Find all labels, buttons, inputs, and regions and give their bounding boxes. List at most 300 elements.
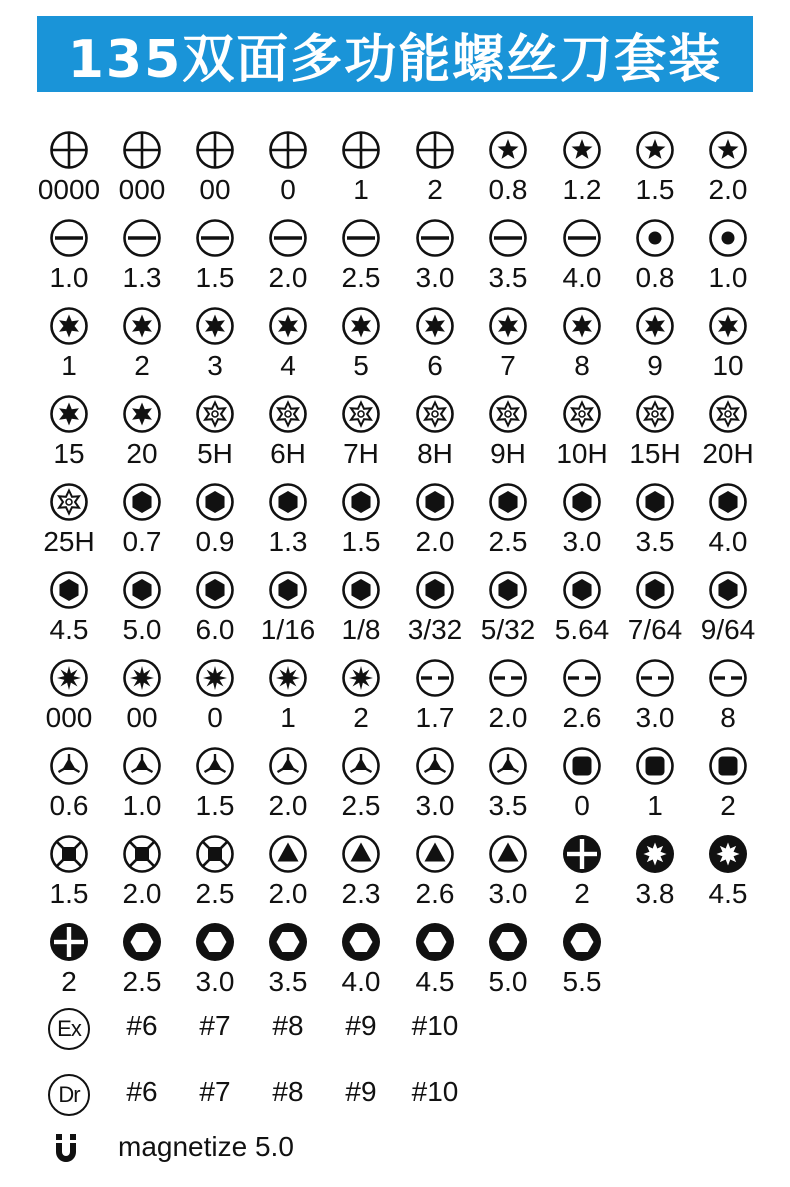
bit-size-label: 6.0 <box>195 614 235 645</box>
bit-cross-solid <box>545 834 619 918</box>
star8-icon <box>122 658 162 698</box>
bit-square <box>545 746 619 830</box>
torx-icon <box>49 306 89 346</box>
hex-icon <box>415 570 455 610</box>
bit-square <box>691 746 765 830</box>
slotted-icon <box>122 218 162 258</box>
bit-size-label: 3.0 <box>415 262 455 293</box>
bit-triwing <box>178 746 252 830</box>
bit-size-label: 6H <box>270 438 306 469</box>
torx-icon <box>488 306 528 346</box>
bit-size-label: 5.0 <box>488 966 528 997</box>
bit-triangle <box>251 834 325 918</box>
hex-icon <box>195 482 235 522</box>
hex-icon <box>488 570 528 610</box>
bit-hex <box>618 570 692 654</box>
bit-star8 <box>32 658 106 742</box>
bit-size-label: 15 <box>53 438 85 469</box>
bit-hex <box>398 482 472 566</box>
bit-split <box>545 658 619 742</box>
bit-size-label: 3.5 <box>635 526 675 557</box>
torx-icon <box>415 306 455 346</box>
bit-triangle <box>471 834 545 918</box>
bit-size-label: 2 <box>720 790 736 821</box>
torx-hole-icon <box>562 394 602 434</box>
bit-dot <box>691 218 765 302</box>
bit-star8 <box>178 658 252 742</box>
bit-torx-hole <box>398 394 472 478</box>
bit-size-label: 3 <box>207 350 223 381</box>
bit-size-label: 1.7 <box>415 702 455 733</box>
x-square-icon <box>122 834 162 874</box>
bit-size-label: 8 <box>574 350 590 381</box>
torx-hole-icon <box>635 394 675 434</box>
torx-icon <box>708 306 748 346</box>
hex-socket-icon <box>268 922 308 962</box>
bit-slotted <box>32 218 106 302</box>
bit-star8 <box>251 658 325 742</box>
slotted-icon <box>49 218 89 258</box>
bit-size-label: 2 <box>574 878 590 909</box>
bit-size-label: 5/32 <box>480 614 536 645</box>
star-solid-icon <box>635 834 675 874</box>
x-square-icon <box>195 834 235 874</box>
driver-row <box>0 1074 790 1118</box>
slotted-icon <box>562 218 602 258</box>
bit-hex-socket <box>324 922 398 1006</box>
bit-size-label: 0 <box>574 790 590 821</box>
bit-hex <box>691 570 765 654</box>
triangle-icon <box>415 834 455 874</box>
bit-size-label: 10 <box>712 350 744 381</box>
hex-icon <box>122 482 162 522</box>
hex-socket-icon <box>488 922 528 962</box>
triwing-icon <box>49 746 89 786</box>
bit-size-label: 2 <box>427 174 443 205</box>
split-icon <box>562 658 602 698</box>
bit-size-label: 0.8 <box>635 262 675 293</box>
pentalobe-icon <box>488 130 528 170</box>
bit-phillips <box>105 130 179 214</box>
bit-slotted <box>324 218 398 302</box>
bit-size-label: 2.0 <box>268 790 308 821</box>
slotted-icon <box>195 218 235 258</box>
bit-size-label: 7/64 <box>627 614 683 645</box>
hex-icon <box>562 482 602 522</box>
hex-icon <box>341 570 381 610</box>
bit-size-label: 4.5 <box>415 966 455 997</box>
bit-size-label: 5.5 <box>562 966 602 997</box>
bit-size-label: 4.5 <box>49 614 89 645</box>
bit-size-label: 0.9 <box>195 526 235 557</box>
bit-hex <box>324 570 398 654</box>
bit-x-square <box>105 834 179 918</box>
hex-socket-icon <box>415 922 455 962</box>
cross-solid-icon <box>562 834 602 874</box>
bit-triangle <box>324 834 398 918</box>
extension-size-label: #6 <box>126 1010 158 1041</box>
split-icon <box>488 658 528 698</box>
bit-size-label: 3.5 <box>268 966 308 997</box>
torx-icon <box>562 306 602 346</box>
bit-torx <box>691 306 765 390</box>
bit-size-label: 000 <box>118 174 166 205</box>
bit-size-label: 1.5 <box>195 790 235 821</box>
bit-size-label: 25H <box>43 526 95 557</box>
bit-size-label: 1.5 <box>195 262 235 293</box>
bit-slotted <box>545 218 619 302</box>
hex-icon <box>268 570 308 610</box>
hex-icon <box>562 570 602 610</box>
bit-size-label: 9H <box>490 438 526 469</box>
bit-size-label: 1/16 <box>260 614 316 645</box>
bit-slotted <box>471 218 545 302</box>
bit-split <box>618 658 692 742</box>
bit-pentalobe <box>691 130 765 214</box>
phillips-icon <box>268 130 308 170</box>
bit-size-label: 6 <box>427 350 443 381</box>
torx-icon <box>268 306 308 346</box>
phillips-icon <box>49 130 89 170</box>
bit-hex <box>178 570 252 654</box>
driver-size-label: #8 <box>272 1076 304 1107</box>
driver-size-label: #6 <box>126 1076 158 1107</box>
bit-size-label: 20 <box>126 438 158 469</box>
bit-torx-hole <box>618 394 692 478</box>
torx-icon <box>635 306 675 346</box>
bit-split <box>471 658 545 742</box>
bit-size-label: 0.7 <box>122 526 162 557</box>
split-icon <box>708 658 748 698</box>
bit-pentalobe <box>471 130 545 214</box>
hex-icon <box>268 482 308 522</box>
hex-icon <box>488 482 528 522</box>
bit-size-label: 2.5 <box>341 790 381 821</box>
bit-size-label: 1.0 <box>49 262 89 293</box>
bit-size-label: 7H <box>343 438 379 469</box>
torx-icon <box>49 394 89 434</box>
bit-size-label: 2.0 <box>488 702 528 733</box>
bit-size-label: 2.0 <box>268 262 308 293</box>
bit-torx <box>618 306 692 390</box>
bit-triwing <box>398 746 472 830</box>
phillips-icon <box>122 130 162 170</box>
triwing-icon <box>268 746 308 786</box>
driver-icon: Dr <box>48 1074 90 1116</box>
bit-torx-hole <box>471 394 545 478</box>
bit-slotted <box>105 218 179 302</box>
bit-torx-hole <box>178 394 252 478</box>
triwing-icon <box>195 746 235 786</box>
star8-icon <box>195 658 235 698</box>
bit-torx <box>32 306 106 390</box>
bit-hex <box>32 570 106 654</box>
bit-size-label: 1 <box>353 174 369 205</box>
bit-size-label: 4.5 <box>708 878 748 909</box>
extension-row <box>0 1008 790 1052</box>
torx-hole-icon <box>708 394 748 434</box>
bit-size-label: 2.0 <box>415 526 455 557</box>
bit-size-label: 4 <box>280 350 296 381</box>
bit-torx <box>471 306 545 390</box>
triwing-icon <box>488 746 528 786</box>
bit-size-label: 1.5 <box>49 878 89 909</box>
slotted-icon <box>488 218 528 258</box>
torx-hole-icon <box>268 394 308 434</box>
bit-size-label: 2.5 <box>195 878 235 909</box>
hex-icon <box>195 570 235 610</box>
bit-size-label: 3.8 <box>635 878 675 909</box>
bit-hex <box>545 570 619 654</box>
square-icon <box>562 746 602 786</box>
bit-phillips <box>398 130 472 214</box>
phillips-icon <box>341 130 381 170</box>
bit-phillips <box>178 130 252 214</box>
bit-size-label: 9/64 <box>700 614 756 645</box>
bit-triangle <box>398 834 472 918</box>
bit-size-label: 2 <box>353 702 369 733</box>
x-square-icon <box>49 834 89 874</box>
bit-size-label: 3.0 <box>195 966 235 997</box>
bit-size-label: 1.3 <box>122 262 162 293</box>
bit-size-label: 00 <box>199 174 231 205</box>
phillips-icon <box>195 130 235 170</box>
bit-pentalobe <box>545 130 619 214</box>
bit-size-label: 15H <box>629 438 681 469</box>
bit-size-label: 20H <box>702 438 754 469</box>
triangle-icon <box>268 834 308 874</box>
bit-size-label: 3.0 <box>562 526 602 557</box>
bit-size-label: 5 <box>353 350 369 381</box>
bit-hex-socket <box>471 922 545 1006</box>
hex-icon <box>635 570 675 610</box>
bit-size-label: 3/32 <box>407 614 463 645</box>
triangle-icon <box>488 834 528 874</box>
torx-hole-icon <box>341 394 381 434</box>
hex-socket-icon <box>195 922 235 962</box>
bit-hex <box>618 482 692 566</box>
slotted-icon <box>268 218 308 258</box>
bit-size-label: 1 <box>647 790 663 821</box>
square-icon <box>708 746 748 786</box>
bit-torx-hole <box>691 394 765 478</box>
bit-size-label: 0 <box>207 702 223 733</box>
bit-size-label: 1.2 <box>562 174 602 205</box>
bit-hex-socket <box>398 922 472 1006</box>
hex-icon <box>708 570 748 610</box>
bit-hex-socket <box>178 922 252 1006</box>
hex-icon <box>708 482 748 522</box>
bit-hex-socket <box>545 922 619 1006</box>
bit-torx <box>178 306 252 390</box>
torx-icon <box>195 306 235 346</box>
bit-size-label: 2.0 <box>268 878 308 909</box>
extension-size-label: #8 <box>272 1010 304 1041</box>
bit-size-label: 5.64 <box>554 614 610 645</box>
bit-size-label: 0 <box>280 174 296 205</box>
bit-star-solid <box>691 834 765 918</box>
bit-hex <box>178 482 252 566</box>
square-icon <box>635 746 675 786</box>
bit-split <box>691 658 765 742</box>
pentalobe-icon <box>562 130 602 170</box>
bit-triwing <box>324 746 398 830</box>
split-icon <box>635 658 675 698</box>
driver-size-label: #9 <box>345 1076 377 1107</box>
bit-size-label: 0000 <box>37 174 101 205</box>
bit-phillips <box>32 130 106 214</box>
slotted-icon <box>341 218 381 258</box>
extension-size-label: #10 <box>411 1010 459 1041</box>
bit-size-label: 2.6 <box>415 878 455 909</box>
dot-icon <box>708 218 748 258</box>
magnetizer-label: magnetize 5.0 <box>118 1131 294 1162</box>
bit-size-label: 2.5 <box>488 526 528 557</box>
page-title: 135双面多功能螺丝刀套装 <box>67 29 723 90</box>
pentalobe-icon <box>708 130 748 170</box>
hex-icon <box>49 570 89 610</box>
split-icon <box>415 658 455 698</box>
bit-torx <box>105 306 179 390</box>
bit-star8 <box>324 658 398 742</box>
torx-hole-icon <box>415 394 455 434</box>
torx-icon <box>122 306 162 346</box>
driver-size-label: #7 <box>199 1076 231 1107</box>
torx-hole-icon <box>195 394 235 434</box>
bit-hex <box>545 482 619 566</box>
bit-pentalobe <box>618 130 692 214</box>
dot-icon <box>635 218 675 258</box>
star8-icon <box>268 658 308 698</box>
bit-size-label: 10H <box>556 438 608 469</box>
bit-x-square <box>178 834 252 918</box>
bit-hex <box>251 482 325 566</box>
bit-size-label: 8H <box>417 438 453 469</box>
bit-torx <box>105 394 179 478</box>
driver-size-label: #10 <box>411 1076 459 1107</box>
bit-size-label: 4.0 <box>562 262 602 293</box>
bit-dot <box>618 218 692 302</box>
bit-size-label: 4.0 <box>708 526 748 557</box>
bit-size-label: 8 <box>720 702 736 733</box>
star-solid-icon <box>708 834 748 874</box>
bit-size-label: 1.3 <box>268 526 308 557</box>
bit-size-label: 2.6 <box>562 702 602 733</box>
slotted-icon <box>415 218 455 258</box>
bit-square <box>618 746 692 830</box>
bit-torx <box>324 306 398 390</box>
extension-size-label: #7 <box>199 1010 231 1041</box>
torx-hole-icon <box>488 394 528 434</box>
hex-icon <box>415 482 455 522</box>
hex-socket-icon <box>341 922 381 962</box>
cross-solid-icon <box>49 922 89 962</box>
triangle-icon <box>341 834 381 874</box>
bit-torx-hole <box>32 482 106 566</box>
bit-size-label: 0.8 <box>488 174 528 205</box>
bit-size-label: 2.3 <box>341 878 381 909</box>
bit-size-label: 2 <box>134 350 150 381</box>
bit-phillips <box>324 130 398 214</box>
bit-hex <box>324 482 398 566</box>
bit-size-label: 5.0 <box>122 614 162 645</box>
bit-torx-hole <box>251 394 325 478</box>
hex-socket-icon <box>562 922 602 962</box>
triwing-icon <box>415 746 455 786</box>
phillips-icon <box>415 130 455 170</box>
star8-icon <box>341 658 381 698</box>
bit-hex <box>105 482 179 566</box>
bit-hex <box>691 482 765 566</box>
bit-size-label: 2.0 <box>708 174 748 205</box>
bit-hex <box>105 570 179 654</box>
bit-star-solid <box>618 834 692 918</box>
torx-icon <box>122 394 162 434</box>
bit-triwing <box>105 746 179 830</box>
bit-size-label: 9 <box>647 350 663 381</box>
bit-hex-socket <box>251 922 325 1006</box>
bit-triwing <box>251 746 325 830</box>
bit-torx <box>545 306 619 390</box>
bit-size-label: 2.0 <box>122 878 162 909</box>
bit-torx <box>398 306 472 390</box>
magnetizer-row <box>0 1128 790 1172</box>
extension-icon: Ex <box>48 1008 90 1050</box>
bit-phillips <box>251 130 325 214</box>
bit-size-label: 0.6 <box>49 790 89 821</box>
bit-size-label: 1.5 <box>635 174 675 205</box>
bit-x-square <box>32 834 106 918</box>
bit-slotted <box>398 218 472 302</box>
bit-size-label: 1.0 <box>122 790 162 821</box>
bit-torx <box>32 394 106 478</box>
bit-size-label: 1/8 <box>341 614 381 645</box>
bit-torx <box>251 306 325 390</box>
bit-torx-hole <box>545 394 619 478</box>
bit-size-label: 1.5 <box>341 526 381 557</box>
bit-split <box>398 658 472 742</box>
bit-hex-socket <box>105 922 179 1006</box>
bit-cross-solid <box>32 922 106 1006</box>
bit-hex <box>471 482 545 566</box>
bit-size-label: 3.0 <box>488 878 528 909</box>
extension-size-label: #9 <box>345 1010 377 1041</box>
bit-triwing <box>32 746 106 830</box>
bit-size-label: 2 <box>61 966 77 997</box>
bit-size-label: 3.0 <box>635 702 675 733</box>
bit-size-label: 4.0 <box>341 966 381 997</box>
bit-hex <box>398 570 472 654</box>
hex-socket-icon <box>122 922 162 962</box>
bit-star8 <box>105 658 179 742</box>
pentalobe-icon <box>635 130 675 170</box>
bit-size-label: 5H <box>197 438 233 469</box>
torx-icon <box>341 306 381 346</box>
star8-icon <box>49 658 89 698</box>
torx-hole-icon <box>49 482 89 522</box>
bit-size-label: 3.5 <box>488 790 528 821</box>
hex-icon <box>122 570 162 610</box>
magnet-icon <box>54 1134 78 1164</box>
triwing-icon <box>341 746 381 786</box>
bit-size-label: 1.0 <box>708 262 748 293</box>
bit-size-label: 1 <box>280 702 296 733</box>
bit-size-label: 2.5 <box>341 262 381 293</box>
bit-size-label: 00 <box>126 702 158 733</box>
bit-hex <box>251 570 325 654</box>
bit-size-label: 3.5 <box>488 262 528 293</box>
bit-hex <box>471 570 545 654</box>
